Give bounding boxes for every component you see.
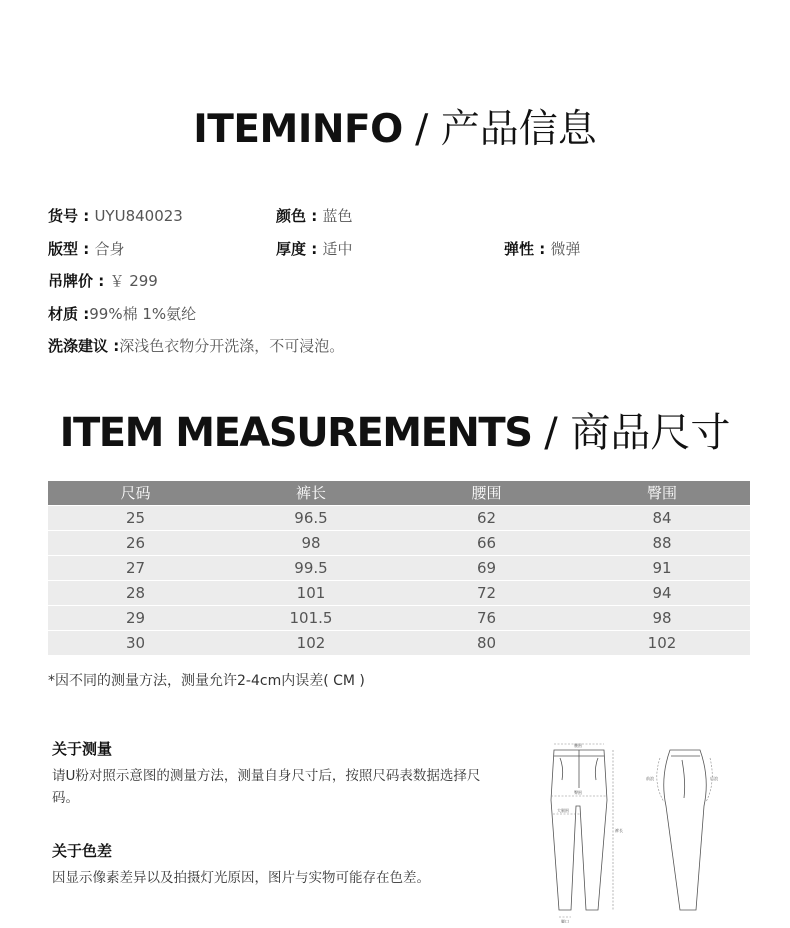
price-value: ￥ 299 bbox=[109, 272, 158, 290]
back-rise-measure-label: 后浪 bbox=[710, 776, 718, 781]
item-number-label: 货号 : bbox=[48, 207, 95, 225]
cell-length: 98 bbox=[301, 534, 321, 552]
color bbox=[276, 200, 352, 233]
fit bbox=[48, 233, 124, 266]
size-table-header bbox=[48, 481, 750, 505]
thickness bbox=[276, 233, 352, 266]
cell-waist: 62 bbox=[476, 509, 497, 527]
cell-size: 25 bbox=[125, 509, 146, 527]
color-label: 颜色 : bbox=[276, 207, 323, 225]
thickness-label: 厚度 : bbox=[276, 239, 323, 258]
material-value: 99%棉 1%氨纶 bbox=[89, 304, 197, 323]
color-value: 蓝色 bbox=[322, 207, 353, 225]
wash-advice-label: 洗涤建议 : bbox=[48, 337, 120, 355]
item-info-heading-separator: / bbox=[402, 107, 441, 152]
item-info-heading-en: ITEMINFO bbox=[193, 107, 403, 152]
front-rise-measure-line bbox=[657, 758, 664, 802]
header-size: 尺码 bbox=[120, 484, 151, 502]
header-waist: 腰围 bbox=[471, 484, 502, 502]
about-color-difference-text: 因显示像素差异以及拍摄灯光原因，图片与实物可能存在色差。 bbox=[52, 870, 430, 886]
cell-size: 29 bbox=[125, 609, 146, 627]
table-row bbox=[48, 631, 750, 655]
material bbox=[48, 298, 196, 331]
price bbox=[48, 265, 158, 298]
cell-waist: 76 bbox=[476, 609, 497, 627]
cell-size: 26 bbox=[125, 534, 146, 552]
measurements-heading-separator: / bbox=[531, 410, 571, 456]
size-table bbox=[48, 481, 750, 655]
cell-hip: 94 bbox=[652, 584, 672, 602]
length-measure-label: 裤长 bbox=[615, 828, 623, 833]
wash-advice bbox=[48, 330, 344, 363]
cell-hip: 88 bbox=[652, 534, 672, 552]
header-length: 裤长 bbox=[295, 484, 326, 502]
cell-hip: 98 bbox=[652, 609, 672, 627]
about-measurement-title: 关于测量 bbox=[52, 740, 113, 758]
cell-waist: 69 bbox=[476, 559, 497, 577]
hem-measure-label: 脚口 bbox=[561, 919, 569, 923]
cell-size: 30 bbox=[125, 634, 146, 652]
wash-advice-value: 深浅色衣物分开洗涤，不可浸泡。 bbox=[119, 337, 345, 355]
cell-length: 99.5 bbox=[294, 559, 328, 577]
side-seam-line bbox=[682, 760, 685, 798]
cell-waist: 80 bbox=[476, 634, 497, 652]
cell-length: 101 bbox=[296, 584, 326, 602]
pants-front-view bbox=[551, 750, 607, 910]
pants-side-outline bbox=[664, 750, 707, 910]
price-label: 吊牌价 : bbox=[48, 272, 110, 290]
item-number bbox=[48, 200, 183, 233]
measurements-heading-cn: 商品尺寸 bbox=[570, 410, 731, 456]
table-row bbox=[48, 606, 750, 630]
cell-length: 101.5 bbox=[289, 609, 333, 627]
front-rise-measure-label: 前浪 bbox=[646, 776, 654, 781]
fit-value: 合身 bbox=[94, 239, 125, 258]
cell-waist: 66 bbox=[476, 534, 497, 552]
fit-label: 版型 : bbox=[48, 239, 95, 258]
table-row bbox=[48, 556, 750, 580]
pants-side-view bbox=[664, 750, 707, 910]
cell-length: 96.5 bbox=[294, 509, 328, 527]
about-measurement bbox=[52, 739, 482, 809]
measurement-diagram bbox=[540, 738, 740, 923]
cell-size: 27 bbox=[125, 559, 146, 577]
cell-size: 28 bbox=[125, 584, 146, 602]
thigh-measure-label: 大腿围 bbox=[557, 808, 569, 813]
cell-waist: 72 bbox=[476, 584, 497, 602]
cell-hip: 102 bbox=[647, 634, 677, 652]
elasticity bbox=[504, 233, 580, 266]
cell-hip: 84 bbox=[652, 509, 672, 527]
hip-measure-label: 臀围 bbox=[574, 790, 582, 795]
cell-hip: 91 bbox=[652, 559, 672, 577]
table-row bbox=[48, 506, 750, 530]
cell-length: 102 bbox=[296, 634, 326, 652]
item-number-value: UYU840023 bbox=[94, 207, 183, 225]
about-measurement-text: 请U粉对照示意图的测量方法，测量自身尺寸后，按照尺码表数据选择尺码。 bbox=[52, 768, 481, 806]
about-color-difference bbox=[52, 841, 482, 889]
about-color-difference-title: 关于色差 bbox=[52, 842, 113, 860]
material-label: 材质 : bbox=[48, 304, 90, 323]
waist-measure-label: 腰围 bbox=[574, 743, 582, 748]
item-info-heading-cn: 产品信息 bbox=[440, 107, 597, 152]
elasticity-value: 微弹 bbox=[550, 239, 581, 258]
measurement-note: *因不同的测量方法，测量允许2-4cm内误差( CM ) bbox=[48, 673, 365, 689]
header-hip: 臀围 bbox=[646, 484, 677, 502]
item-info-heading bbox=[0, 104, 790, 156]
measurements-heading-en: ITEM MEASUREMENTS bbox=[59, 410, 532, 456]
table-row bbox=[48, 531, 750, 555]
measurements-heading bbox=[0, 406, 790, 460]
elasticity-label: 弹性 : bbox=[504, 239, 551, 258]
table-row bbox=[48, 581, 750, 605]
thickness-value: 适中 bbox=[322, 239, 353, 258]
